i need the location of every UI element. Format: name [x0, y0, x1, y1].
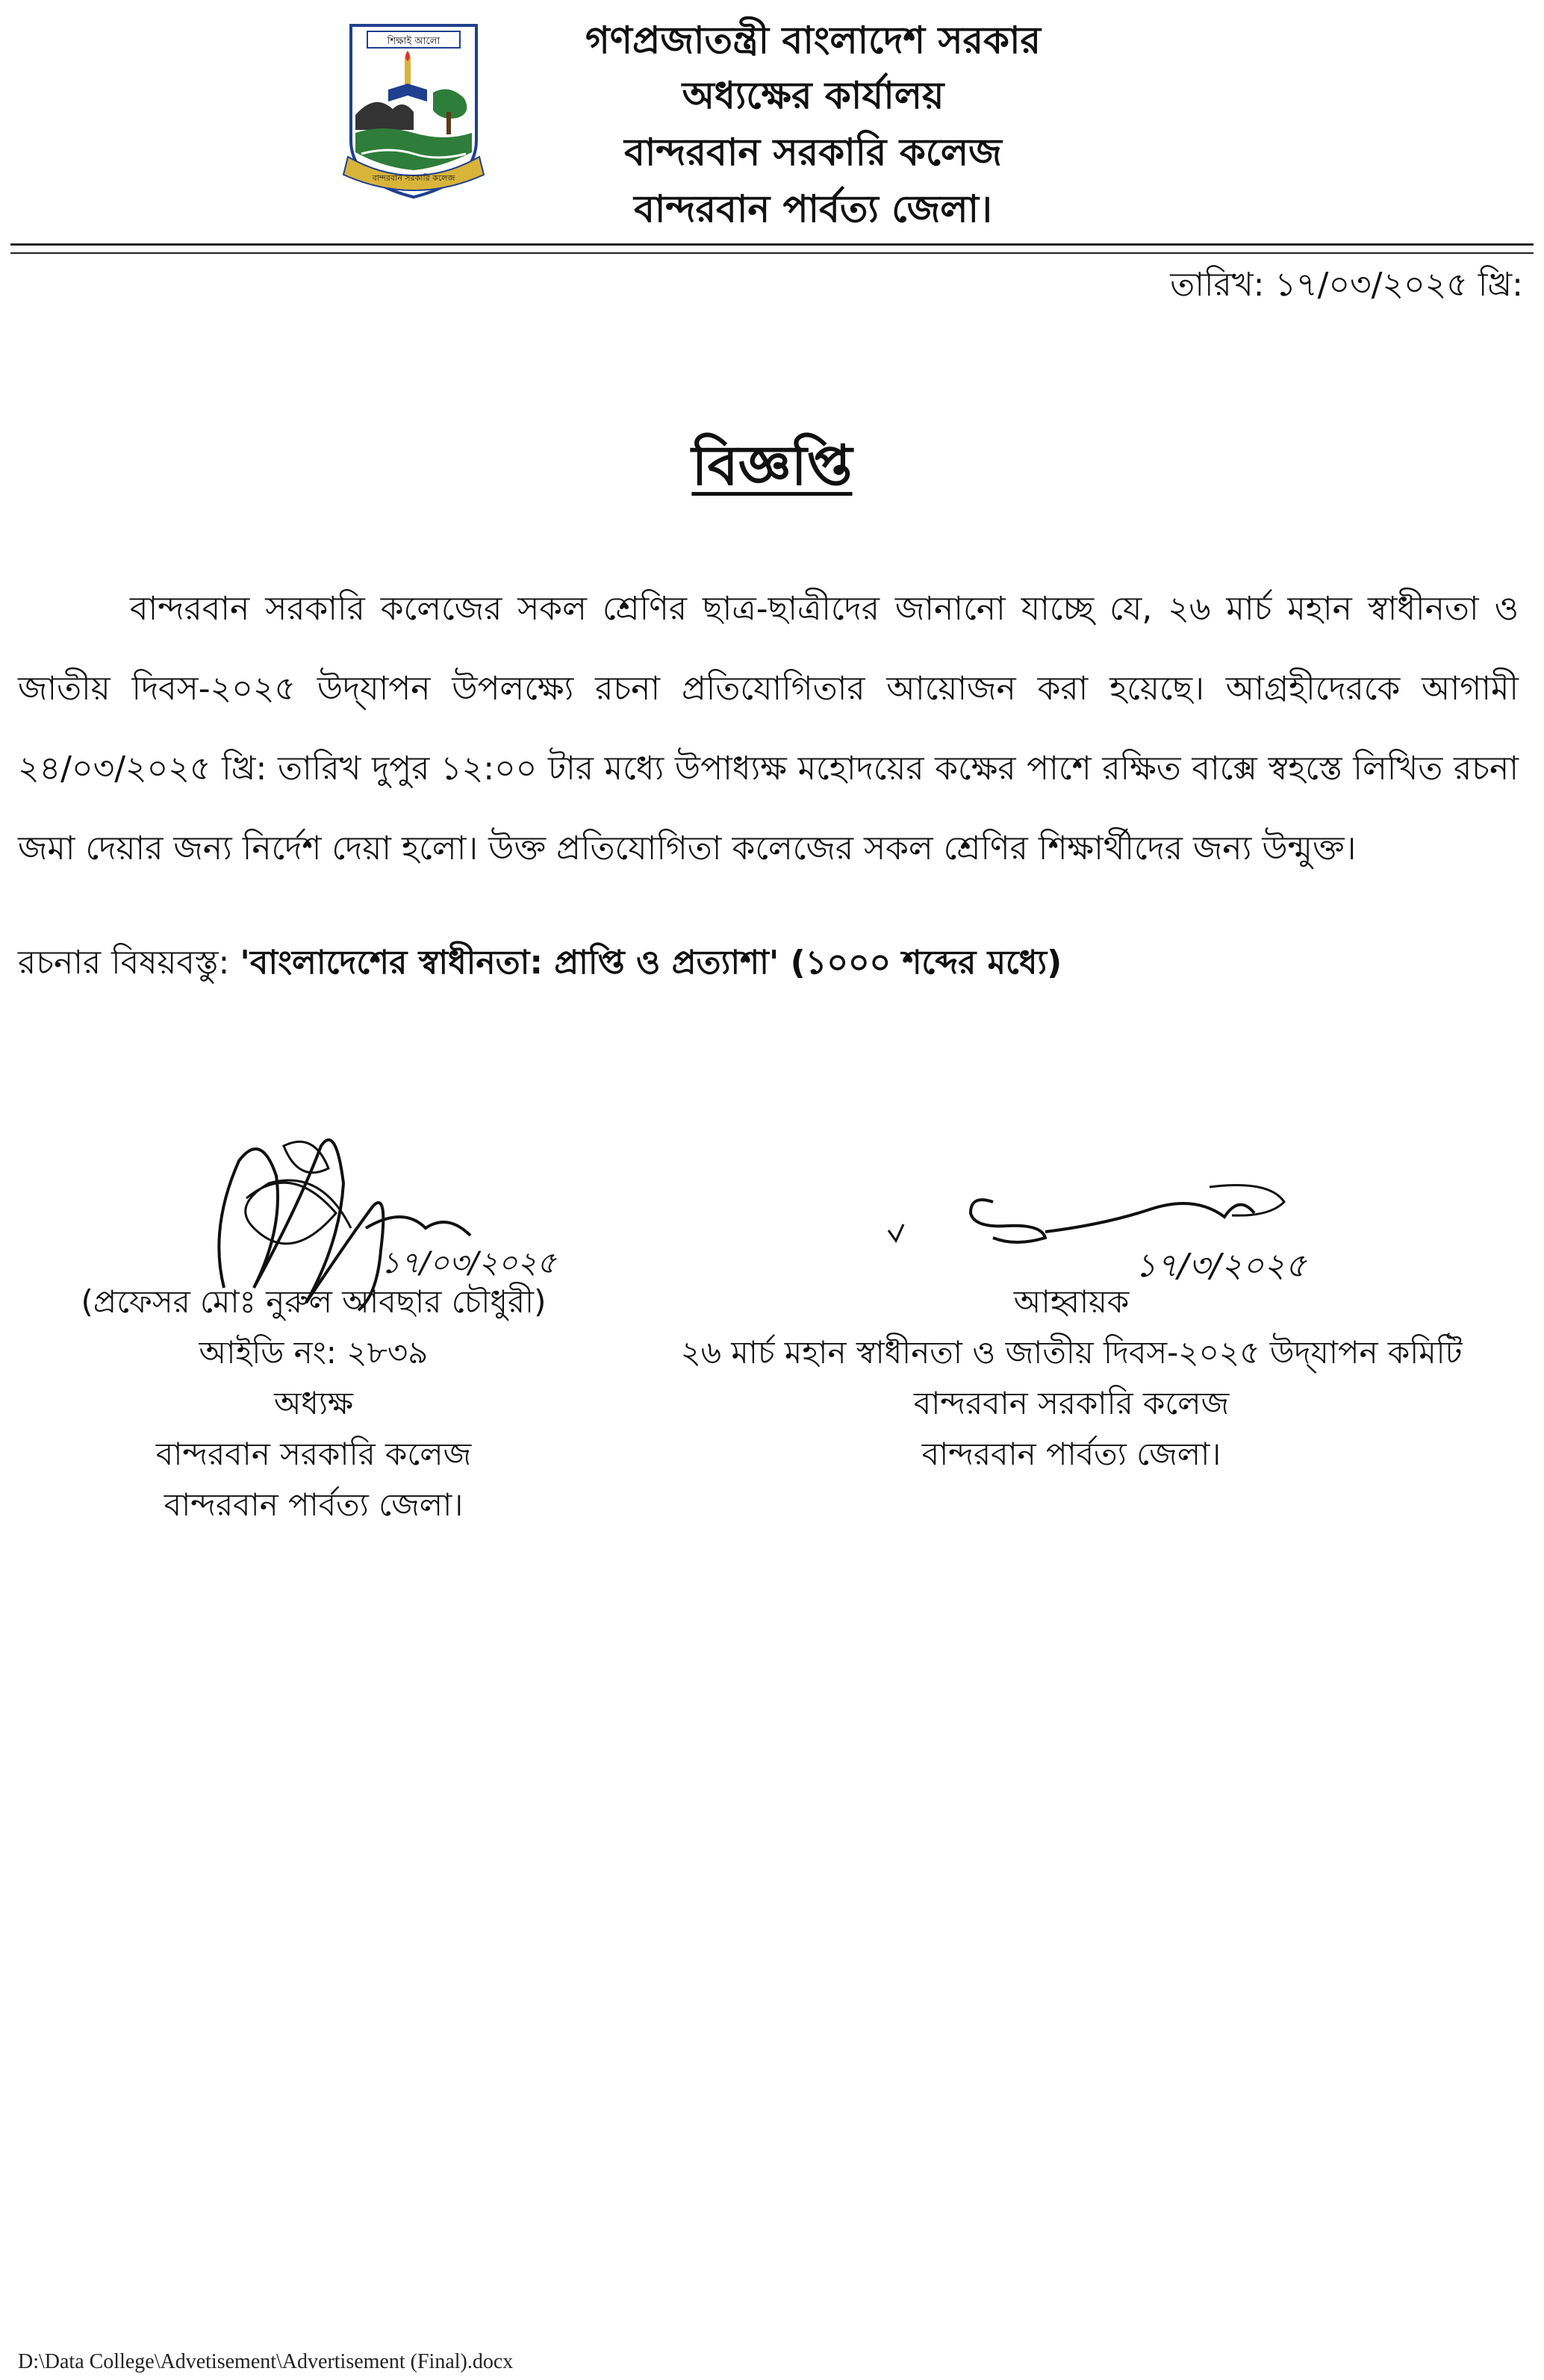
logo-caption: শিক্ষাই আলো	[387, 36, 441, 47]
essay-subject	[18, 933, 1526, 993]
convener-district: বান্দরবান পার্বত্য জেলা।	[921, 1436, 1221, 1472]
notice-body: বান্দরবান সরকারি কলেজের সকল শ্রেণির ছাত্র-ছাত্রীদের জানানো যাচ্ছে যে, ২৬ মার্চ মহান স্বাধীনতা ও জাতীয় দিবস-২০২৫ উদ্‌যাপন উপলক্ষ্যে রচনা প্রতিযোগিতার আয়োজন করা হয়েছে। আগ্রহীদেরকে আগামী ২৪/০৩/২০২৫ খ্রি: তারিখ দুপুর ১২:০০ টার মধ্যে উপাধ্যক্ষ মহোদয়ের কক্ষের পাশে রক্ষিত বাক্সে স্বহস্তে লিখিত রচনা জমা দেয়ার জন্য নির্দেশ দেয়া হলো। উক্ত প্রতিযোগিতা কলেজের সকল শ্রেণির শিক্ষার্থীদের জন্য উন্মুক্ত।	[18, 590, 1519, 867]
header-district: বান্দরবান পার্বত্য জেলা।	[634, 187, 992, 231]
principal-block	[45, 1277, 582, 1530]
header-government: গণপ্রজাতন্ত্রী বাংলাদেশ সরকার	[585, 19, 1041, 62]
principal-id: আইডি নং: ২৮৩৯	[199, 1334, 429, 1371]
convener-sign-date: ১৭/৩/২০২৫	[1135, 1247, 1307, 1285]
principal-designation: অধ্যক্ষ	[273, 1385, 354, 1421]
principal-district: বান্দরবান পার্বত্য জেলা।	[164, 1486, 464, 1523]
principal-institution: বান্দরবান সরকারি কলেজ	[155, 1436, 472, 1472]
header-rule-thin	[10, 252, 1534, 254]
subject-topic: 'বাংলাদেশের স্বাধীনতা: প্রাপ্তি ও প্রত্যাশা' (১০০০ শব্দের মধ্যে)	[240, 944, 1062, 982]
logo-ribbon: বান্দরবান সরকারি কলেজ	[372, 173, 455, 183]
notice-date: তারিখ: ১৭/০৩/২০২৫ খ্রি:	[1170, 266, 1523, 304]
notice-title	[0, 430, 1544, 502]
header-rule-thick	[10, 243, 1534, 246]
subject-label: রচনার বিষয়বস্তু:	[18, 944, 230, 982]
header-college: বান্দরবান সরকারি কলেজ	[624, 131, 1002, 174]
header-office: অধ্যক্ষের কার্যালয়	[682, 74, 944, 117]
convener-committee: ২৬ মার্চ মহান স্বাধীনতা ও জাতীয় দিবস-২০২৫ উদ্‌যাপন কমিটি	[680, 1334, 1463, 1371]
principal-name: (প্রফেসর মোঃ নুরুল আবছার চৌধুরী)	[81, 1283, 547, 1320]
convener-institution: বান্দরবান সরকারি কলেজ	[913, 1385, 1230, 1421]
convener-block	[612, 1277, 1531, 1480]
convener-role: আহ্বায়ক	[1013, 1283, 1130, 1320]
notice-title-text: বিজ্ঞপ্তি	[691, 434, 853, 498]
file-path-footer: D:\Data College\Advetisement\Advertisement (Final).docx	[18, 2350, 514, 2373]
principal-sign-date: ১৭/০৩/২০২৫	[381, 1246, 556, 1280]
